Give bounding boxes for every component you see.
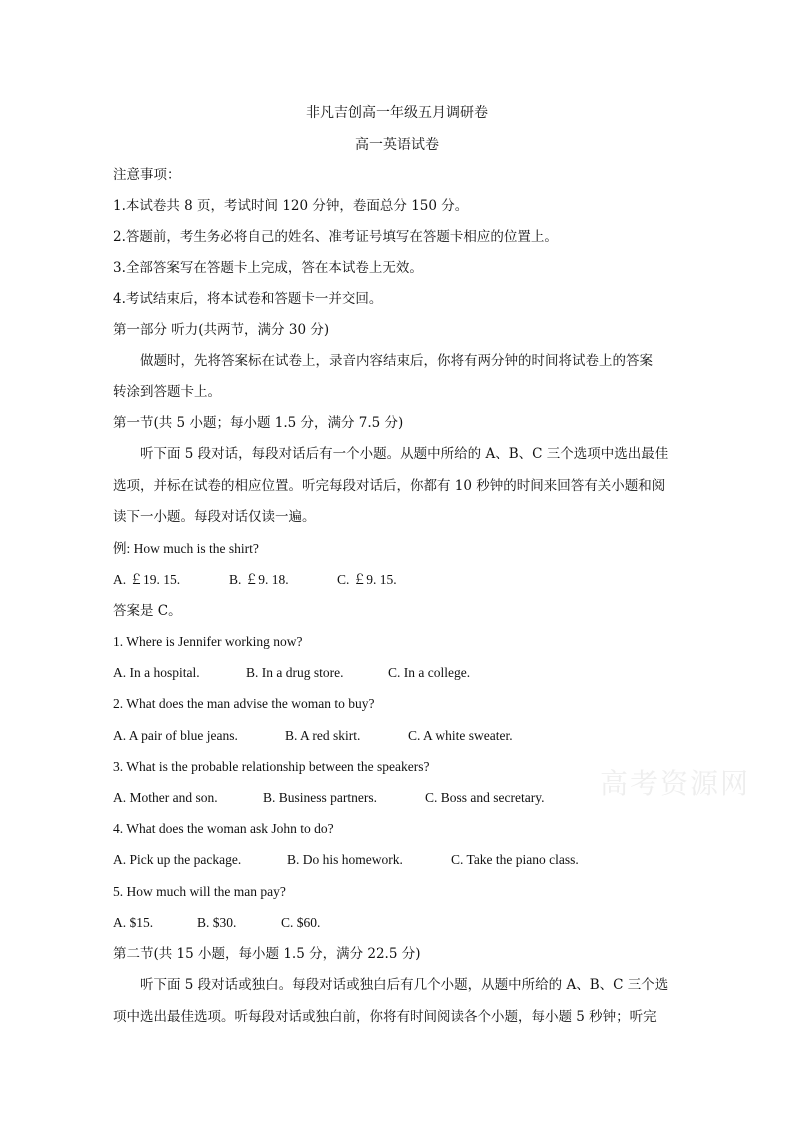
note-item-4: 4.考试结束后，将本试卷和答题卡一并交回。 [113,291,383,307]
example-options [113,571,397,589]
option-a: A. In a hospital. [113,665,200,680]
section1-heading: 第一节(共 5 小题；每小题 1.5 分，满分 7.5 分) [113,415,404,431]
section2-intro-line1: 听下面 5 段对话或独白。每段对话或独白后有几个小题，从题中所给的 A、B、C 三个选 [140,977,669,993]
option-a: A. Pick up the package. [113,852,242,867]
notes-heading: 注意事项： [113,167,181,183]
option-b: B. ￡9. 18. [229,572,289,587]
question-2: 2. What does the man advise the woman to buy? [113,696,375,711]
example-answer: 答案是 C。 [113,603,182,619]
question-5-options [113,914,320,932]
option-b: B. A red skirt. [285,728,361,743]
example-question: 例: How much is the shirt? [113,541,259,556]
option-b: B. Do his homework. [287,852,403,867]
option-c: C. A white sweater. [408,728,513,743]
option-b: B. In a drug store. [246,665,344,680]
question-5: 5. How much will the man pay? [113,884,286,899]
question-1: 1. Where is Jennifer working now? [113,634,303,649]
option-c: C. Take the piano class. [451,852,579,867]
watermark: 高考资源网 [600,767,751,800]
option-a: A. Mother and son. [113,790,218,805]
question-3-options [113,789,544,807]
option-a: A. ￡19. 15. [113,572,181,587]
exam-subtitle: 高一英语试卷 [355,137,439,153]
note-item-3: 3.全部答案写在答题卡上完成，答在本试卷上无效。 [113,260,423,276]
exam-title: 非凡吉创高一年级五月调研卷 [306,105,488,121]
option-c: C. Boss and secretary. [425,790,545,805]
option-c: C. $60. [281,915,321,930]
option-a: A. A pair of blue jeans. [113,728,238,743]
option-c: C. ￡9. 15. [337,572,397,587]
question-1-options [113,664,470,682]
question-4: 4. What does the woman ask John to do? [113,821,334,836]
section1-intro-line1: 听下面 5 段对话，每段对话后有一个小题。从题中所给的 A、B、C 三个选项中选出最佳 [140,446,669,462]
question-2-options [113,727,513,745]
part1-intro-line1: 做题时，先将答案标在试卷上，录音内容结束后，你将有两分钟的时间将试卷上的答案 [140,353,653,369]
question-3: 3. What is the probable relationship between the speakers? [113,759,430,774]
section1-intro-line3: 读下一小题。每段对话仅读一遍。 [113,509,316,525]
section1-intro-line2: 选项，并标在试卷的相应位置。听完每段对话后，你都有 10 秒钟的时间来回答有关小题和阅 [113,478,666,494]
option-a: A. $15. [113,915,154,930]
note-item-2: 2.答题前，考生务必将自己的姓名、准考证号填写在答题卡相应的位置上。 [113,229,558,245]
option-b: B. $30. [197,915,237,930]
option-b: B. Business partners. [263,790,377,805]
section2-heading: 第二节(共 15 小题，每小题 1.5 分，满分 22.5 分) [113,946,421,962]
part1-intro-line2: 转涂到答题卡上。 [113,384,221,400]
question-4-options [113,851,579,869]
section2-intro-line2: 项中选出最佳选项。听每段对话或独白前，你将有时间阅读各个小题，每小题 5 秒钟；听完 [113,1009,657,1025]
note-item-1: 1.本试卷共 8 页，考试时间 120 分钟，卷面总分 150 分。 [113,198,469,214]
part1-heading: 第一部分 听力(共两节，满分 30 分) [113,322,330,338]
option-c: C. In a college. [388,665,471,680]
